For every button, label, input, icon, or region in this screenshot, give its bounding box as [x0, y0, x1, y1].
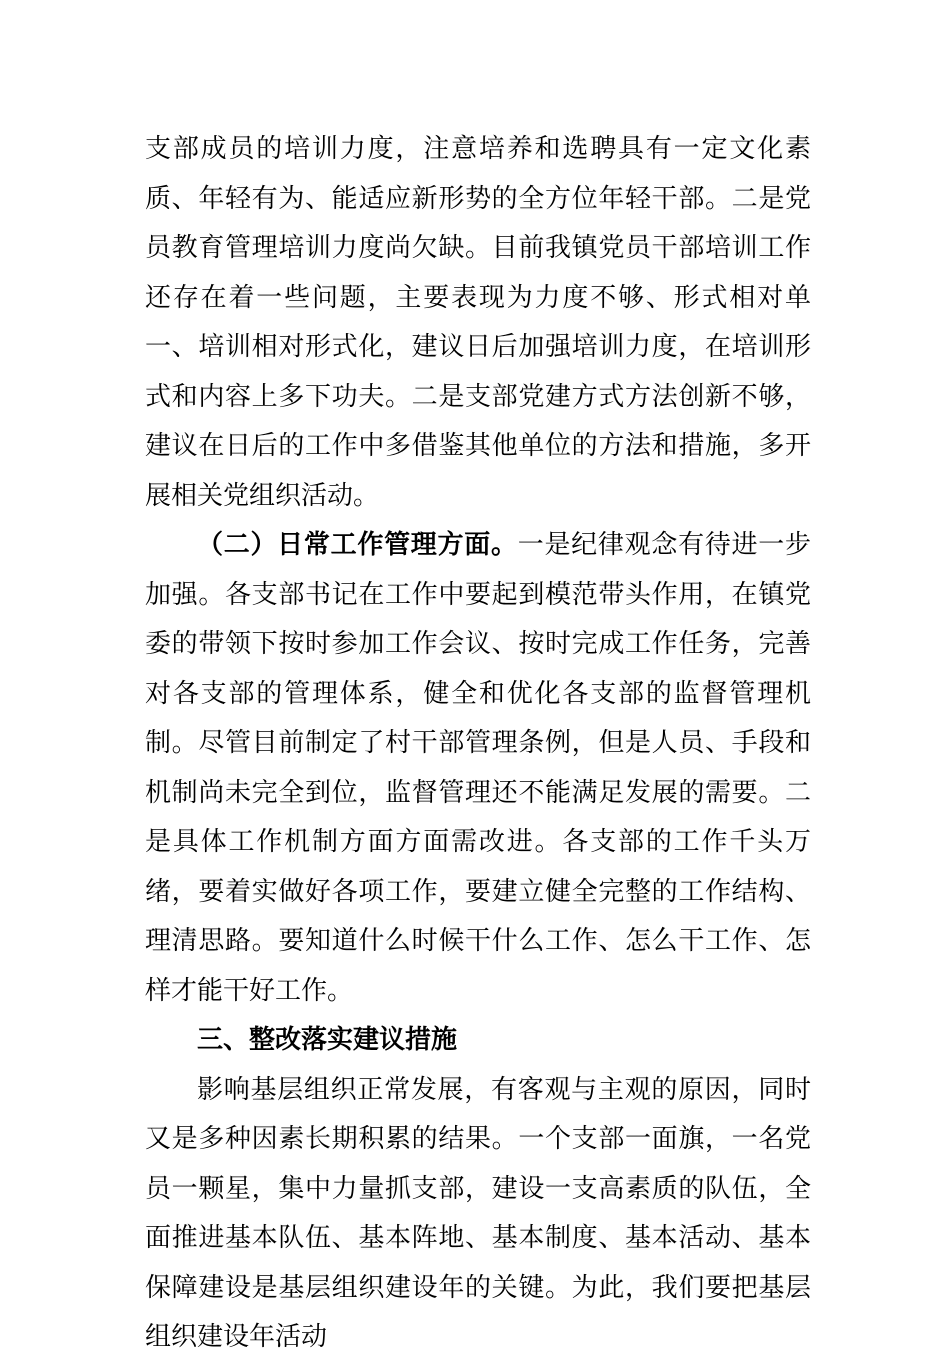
- paragraph-training: 支部成员的培训力度，注意培养和选聘具有一定文化素质、年轻有为、能适应新形势的全方位年轻干部。二是党员教育管理培训力度尚欠缺。目前我镇党员干部培训工作还存在着一些问题，主要表现为力度不够、形式相对单一、培训相对形式化，建议日后加强培训力度，在培训形式和内容上多下功夫。二是支部党建方式方法创新不够，建议在日后的工作中多借鉴其他单位的方法和措施，多开展相关党组织活动。: [145, 134, 811, 511]
- section-heading: 三、整改落实建议措施: [197, 1025, 458, 1055]
- paragraph-lead-heading: （二）日常工作管理方面。: [197, 530, 518, 560]
- document-page: [145, 125, 811, 1363]
- paragraph-measures: 影响基层组织正常发展，有客观与主观的原因，同时又是多种因素长期积累的结果。一个支部一面旗，一名党员一颗星，集中力量抓支部，建设一支高素质的队伍，全面推进基本队伍、基本阵地、基本制度、基本活动、基本保障建设是基层组织建设年的关键。为此，我们要把基层组织建设年活动: [145, 1074, 811, 1352]
- paragraph-daily-management: [145, 521, 811, 1016]
- paragraph-daily-management-body: 一是纪律观念有待进一步加强。各支部书记在工作中要起到模范带头作用，在镇党委的带领下按时参加工作会议、按时完成工作任务，完善对各支部的管理体系，健全和优化各支部的监督管理机制。尽管目前制定了村干部管理条例，但是人员、手段和机制尚未完全到位，监督管理还不能满足发展的需要。二是具体工作机制方面方面需改进。各支部的工作千头万绪，要着实做好各项工作，要建立健全完整的工作结构、理清思路。要知道什么时候干什么工作、怎么干工作、怎样才能干好工作。: [145, 530, 811, 1006]
